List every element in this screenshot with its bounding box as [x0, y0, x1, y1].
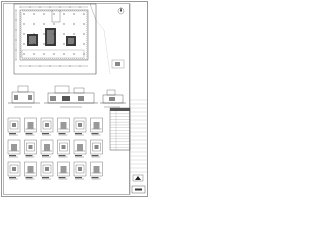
detail-cell [91, 140, 103, 157]
hatch-stroke [80, 58, 82, 60]
column-mark [34, 14, 35, 15]
hatch-stroke [76, 58, 78, 60]
hatch-stroke [46, 10, 48, 12]
detail-cell [58, 140, 70, 157]
detail-title-mark [59, 177, 66, 178]
hatch-stroke [20, 40, 22, 42]
column-mark [64, 44, 65, 45]
detail-title-mark [42, 177, 49, 178]
hatch-stroke [64, 10, 66, 12]
hatch-stroke [36, 58, 38, 60]
hatch-stroke [34, 58, 36, 60]
detail-shade [11, 144, 17, 151]
hatch-stroke [20, 14, 22, 16]
hatch-stroke [20, 56, 22, 58]
hatch-stroke [86, 40, 88, 42]
detail-shade [61, 166, 67, 173]
column-mark [44, 44, 45, 45]
detail-title-mark [9, 177, 16, 178]
detail-cell [41, 162, 53, 179]
hatch-stroke [86, 28, 88, 30]
hatch-stroke [58, 58, 60, 60]
hatch-stroke [54, 58, 56, 60]
hatch-stroke [86, 34, 88, 36]
hatch-stroke [80, 10, 82, 12]
column-mark [44, 54, 45, 55]
hatch-stroke [56, 58, 58, 60]
column-mark [74, 54, 75, 55]
hatch-stroke [86, 42, 88, 44]
hatch-stroke [20, 28, 22, 30]
hatch-stroke [86, 48, 88, 50]
detail-title-mark [42, 133, 49, 134]
column-mark [34, 44, 35, 45]
column-mark [34, 54, 35, 55]
hatch-stroke [20, 26, 22, 28]
column-mark [44, 24, 45, 25]
detail-shade [77, 144, 83, 151]
hatch-stroke [20, 36, 22, 38]
hatch-stroke [40, 58, 42, 60]
hatch-stroke [60, 10, 62, 12]
hatch-stroke [60, 58, 62, 60]
detail-shade [12, 123, 16, 127]
detail-title-mark [26, 133, 33, 134]
hatch-stroke [32, 58, 34, 60]
hatch-stroke [20, 52, 22, 54]
column-mark [64, 54, 65, 55]
hatch-stroke [86, 36, 88, 38]
site-plan [14, 4, 110, 74]
hatch-stroke [86, 22, 88, 24]
elevations [8, 86, 126, 107]
column-mark [24, 44, 25, 45]
detail-title-mark [92, 177, 99, 178]
hatch-stroke [86, 46, 88, 48]
detail-cell [74, 118, 86, 135]
hatch-stroke [24, 10, 26, 12]
hatch-stroke [38, 10, 40, 12]
elevation-2 [44, 86, 98, 103]
detail-grid [8, 118, 103, 179]
detail-shade [61, 122, 67, 129]
hatch-stroke [20, 12, 22, 14]
hatch-stroke [68, 58, 70, 60]
detail-shade [29, 145, 33, 149]
hatch-stroke [86, 54, 88, 56]
hatch-stroke [84, 10, 86, 12]
hatch-stroke [28, 10, 30, 12]
footprint-2-inner [47, 30, 54, 44]
detail-shade [28, 166, 34, 173]
hatch-stroke [52, 58, 54, 60]
hatch-stroke [66, 58, 68, 60]
detail-cell [8, 118, 20, 135]
hatch-stroke [86, 12, 88, 14]
notes-table [110, 108, 130, 150]
column-mark [34, 24, 35, 25]
hatch-stroke [86, 56, 88, 58]
detail-title-mark [75, 177, 82, 178]
hatch-stroke [86, 58, 88, 60]
elevation-3 [100, 90, 126, 103]
detail-cell [41, 140, 53, 157]
hatch-stroke [40, 10, 42, 12]
hatch-stroke [22, 10, 24, 12]
hatch-stroke [68, 10, 70, 12]
column-mark [84, 24, 85, 25]
footprint-1-inner [29, 36, 36, 44]
hatch-stroke [20, 50, 22, 52]
yard-area [22, 50, 84, 58]
detail-cell [91, 162, 103, 179]
hatch-stroke [86, 18, 88, 20]
hatch-stroke [48, 10, 50, 12]
column-mark [74, 24, 75, 25]
hatch-stroke [86, 10, 88, 12]
detail-title-mark [92, 155, 99, 156]
hatch-stroke [44, 58, 46, 60]
column-mark [54, 34, 55, 35]
road-edge [90, 4, 96, 74]
detail-cell [25, 140, 37, 157]
column-mark [54, 14, 55, 15]
hatch-stroke [20, 16, 22, 18]
detail-title-mark [92, 133, 99, 134]
hatch-stroke [70, 58, 72, 60]
north-arrow-icon [118, 7, 124, 14]
detail-cell [8, 140, 20, 157]
hatch-stroke [52, 10, 54, 12]
hatch-stroke [86, 24, 88, 26]
hatch-stroke [30, 10, 32, 12]
hatch-stroke [20, 54, 22, 56]
hatch-stroke [74, 10, 76, 12]
column-mark [24, 24, 25, 25]
hatch-stroke [86, 38, 88, 40]
hatch-stroke [84, 58, 86, 60]
hatch-stroke [78, 10, 80, 12]
detail-title-mark [59, 133, 66, 134]
hatch-stroke [24, 58, 26, 60]
detail-title-mark [9, 133, 16, 134]
column-mark [54, 54, 55, 55]
hatch-stroke [64, 58, 66, 60]
hatch-stroke [20, 32, 22, 34]
detail-cell [74, 162, 86, 179]
column-mark [44, 14, 45, 15]
column-mark [74, 14, 75, 15]
hatch-stroke [20, 22, 22, 24]
hatch-stroke [20, 38, 22, 40]
hatch-stroke [86, 16, 88, 18]
hatch-stroke [22, 58, 24, 60]
sheet-border [2, 2, 148, 197]
detail-title-mark [75, 155, 82, 156]
column-mark [44, 34, 45, 35]
detail-title-mark [59, 155, 66, 156]
hatch-stroke [26, 10, 28, 12]
column-mark [34, 34, 35, 35]
detail-cell [91, 118, 103, 135]
hatch-stroke [82, 58, 84, 60]
column-mark [64, 34, 65, 35]
column-mark [54, 44, 55, 45]
column-mark [74, 44, 75, 45]
hatch-stroke [20, 20, 22, 22]
hatch-stroke [86, 44, 88, 46]
detail-shade [94, 166, 100, 173]
hatch-stroke [86, 26, 88, 28]
title-block [130, 4, 148, 195]
hatch-stroke [58, 10, 60, 12]
hatch-stroke [86, 14, 88, 16]
hatch-stroke [78, 58, 80, 60]
detail-shade [44, 144, 50, 151]
column-mark [24, 34, 25, 35]
detail-shade [78, 167, 82, 171]
hatch-stroke [20, 18, 22, 20]
hatch-stroke [28, 58, 30, 60]
hatch-stroke [48, 58, 50, 60]
sheet-number-mark [135, 189, 142, 191]
detail-title-mark [26, 155, 33, 156]
hatch-stroke [76, 10, 78, 12]
detail-shade [28, 122, 34, 129]
hatch-stroke [44, 10, 46, 12]
hatch-stroke [72, 58, 74, 60]
detail-title-mark [9, 155, 16, 156]
hatch-stroke [66, 10, 68, 12]
column-mark [74, 34, 75, 35]
hatch-stroke [86, 30, 88, 32]
detail-cell [58, 162, 70, 179]
detail-cell [58, 118, 70, 135]
detail-cell [25, 162, 37, 179]
hatch-stroke [32, 10, 34, 12]
detail-cell [25, 118, 37, 135]
hatch-stroke [20, 34, 22, 36]
detail-title-mark [42, 155, 49, 156]
detail-shade [94, 122, 100, 129]
detail-shade [95, 145, 99, 149]
hatch-stroke [46, 58, 48, 60]
hatch-stroke [26, 58, 28, 60]
detail-cell [8, 162, 20, 179]
hatch-stroke [34, 10, 36, 12]
company-logo-icon [133, 175, 143, 181]
detail-shade [62, 145, 66, 149]
hatch-stroke [20, 48, 22, 50]
elevation-1 [8, 86, 40, 103]
hatch-stroke [62, 10, 64, 12]
hatch-stroke [86, 52, 88, 54]
detail-cell [74, 140, 86, 157]
column-mark [64, 14, 65, 15]
hatch-stroke [86, 32, 88, 34]
hatch-stroke [20, 42, 22, 44]
detail-shade [45, 167, 49, 171]
hatch-stroke [56, 10, 58, 12]
hatch-stroke [54, 10, 56, 12]
column-mark [84, 34, 85, 35]
hatch-stroke [50, 58, 52, 60]
drawing-sheet [0, 0, 149, 198]
detail-shade [45, 123, 49, 127]
detail-title-mark [75, 133, 82, 134]
column-mark [54, 24, 55, 25]
hatch-stroke [42, 10, 44, 12]
hatch-stroke [20, 24, 22, 26]
hatch-stroke [86, 50, 88, 52]
column-mark [84, 44, 85, 45]
column-mark [64, 24, 65, 25]
hatch-stroke [82, 10, 84, 12]
hatch-stroke [36, 10, 38, 12]
hatch-stroke [74, 58, 76, 60]
hatch-stroke [20, 44, 22, 46]
detail-title-mark [26, 177, 33, 178]
hatch-stroke [30, 58, 32, 60]
footprint-3-inner [68, 38, 74, 44]
slope-line [96, 20, 110, 74]
column-mark [24, 14, 25, 15]
hatch-stroke [42, 58, 44, 60]
hatch-stroke [70, 10, 72, 12]
hatch-stroke [50, 10, 52, 12]
hatch-stroke [38, 58, 40, 60]
hatch-stroke [20, 30, 22, 32]
column-mark [84, 14, 85, 15]
hatch-stroke [62, 58, 64, 60]
detail-cell [41, 118, 53, 135]
hatch-stroke [20, 46, 22, 48]
detail-shade [78, 123, 82, 127]
detail-shade [12, 167, 16, 171]
hatch-stroke [72, 10, 74, 12]
key-map-highlight [115, 62, 120, 66]
hatch-stroke [86, 20, 88, 22]
column-mark [24, 54, 25, 55]
